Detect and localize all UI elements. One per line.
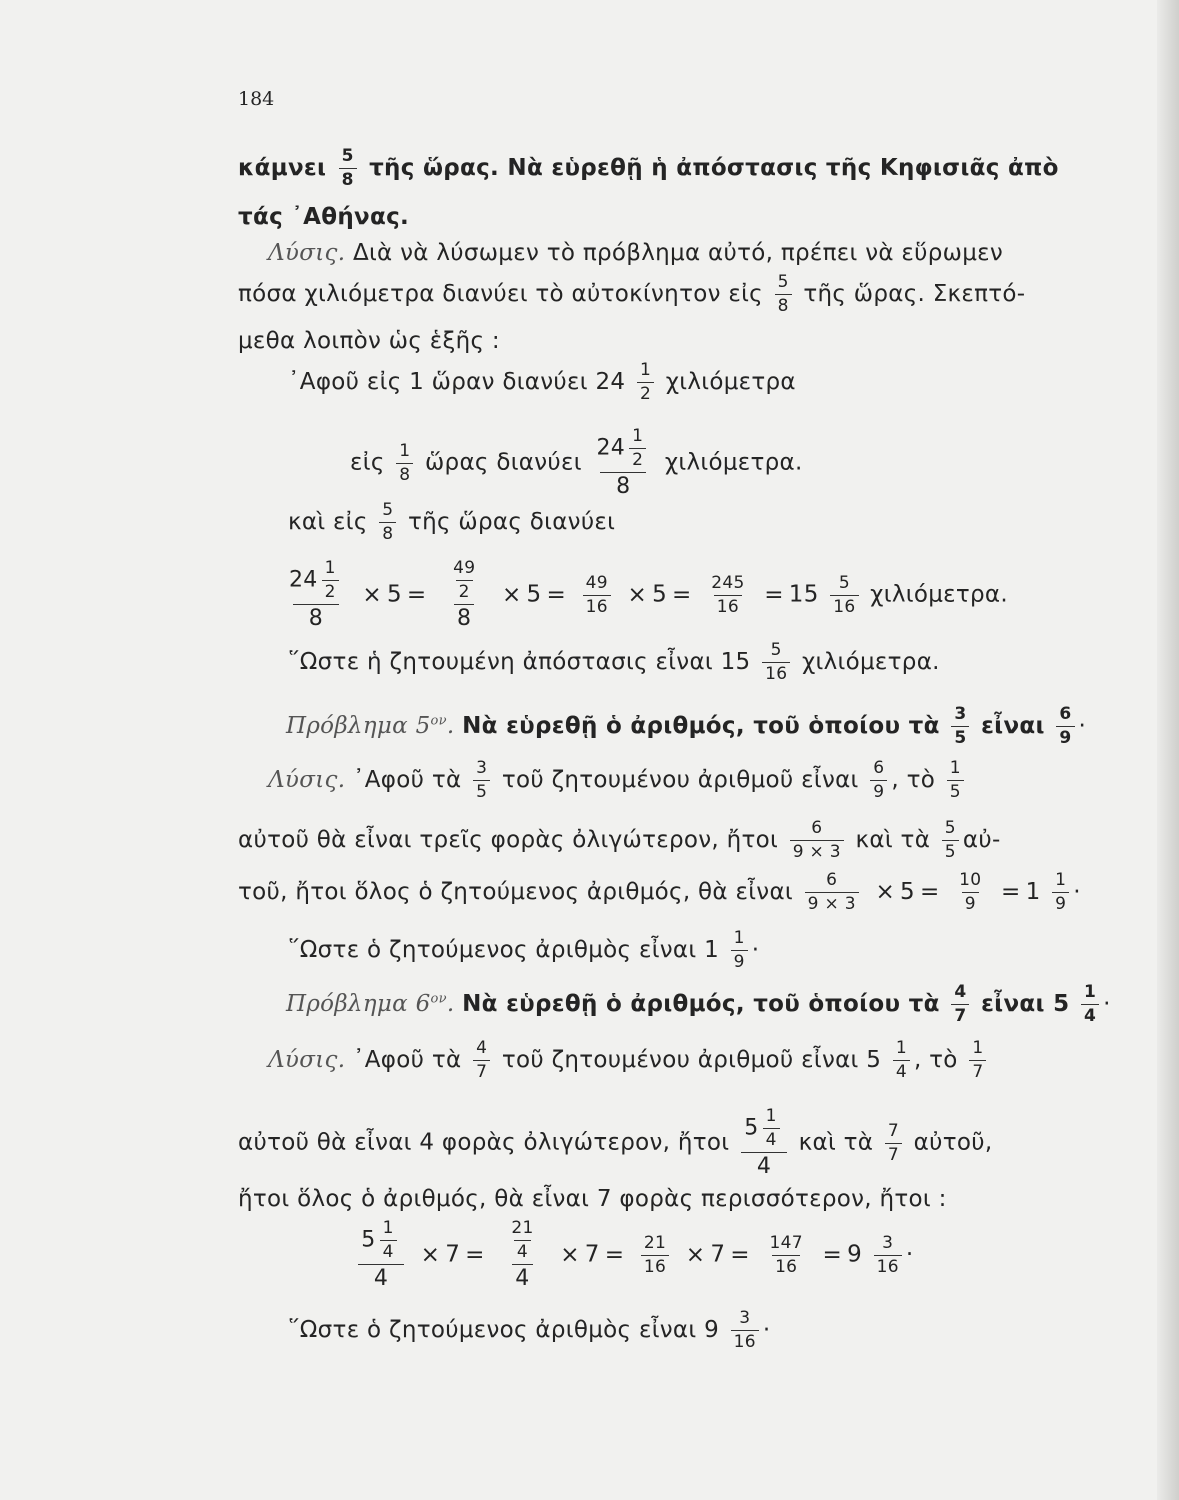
den: 9 × 3 [805,892,859,913]
num: 1 [765,1106,777,1126]
equals-sign: = [465,1241,485,1268]
fraction [629,428,646,469]
times-sign: × [420,1241,441,1268]
num: 5 [382,500,394,520]
times-sign: × [501,581,522,608]
den: 5 [942,840,959,861]
num-int: 24 [596,435,626,461]
den: 8 [339,168,357,189]
text: αὐ- [962,827,1001,853]
text: καὶ εἰς [288,509,368,535]
text: τοῦ ζητουμένου ἀριθμοῦ εἶναι 5 [501,1047,882,1073]
text: ᾿Αφοῦ εἰς 1 ὥραν διανύει 24 [288,369,626,395]
num: 6 [826,870,838,890]
problem-heading [286,984,1111,1025]
text: κάμνει [238,155,327,181]
num: 1 [632,426,644,446]
text: χιλιόμετρα. [870,581,1008,608]
problem-label: Πρόβλημα $6^{o\nu}$. [286,991,455,1017]
solution-label: Λύσις. [268,767,346,793]
dot: · [1073,879,1081,905]
den: 9 [1056,726,1074,747]
text: εἶναι [981,713,1045,739]
fraction [951,706,969,747]
equation-line [282,560,1008,630]
text: αὐτοῦ θὰ εἶναι τρεῖς φορὰς ὀλιγώτερον, ἤτοι [238,827,779,853]
number: 7 [710,1241,726,1268]
number: 1 [1025,879,1041,905]
den: 7 [951,1004,969,1025]
den: 7 [473,1060,490,1081]
fraction [379,502,396,543]
text: καὶ τὰ [798,1129,874,1156]
solution-line [268,1040,990,1081]
den: 16 [772,1255,800,1276]
solution-line [288,1310,771,1351]
num: 4 [476,1038,488,1058]
compound-fraction [443,560,485,630]
num-int: 24 [289,567,318,593]
solution-line: μεθα λοιπὸν ὡς ἑξῆς : [238,328,500,354]
den: 5 [947,780,964,801]
text: ᾿Αφοῦ τὰ [352,1047,462,1073]
den: 8 [379,522,396,543]
text: πόσα χιλιόμετρα διανύει τὸ αὐτοκίνητον εἰς [238,281,763,307]
solution-label: Λύσις. [268,240,346,266]
num: 3 [954,704,967,724]
solution-line [238,274,1025,315]
den: 9 [731,950,748,971]
fraction [583,572,611,617]
text: χιλιόμετρα [665,369,796,395]
fraction [508,1220,536,1261]
solution-line [238,1108,992,1178]
compound-fraction [358,1220,404,1290]
fraction [762,642,790,683]
num: 5 [777,272,789,292]
problem-statement-line: τάς ᾿Αθήνας. [238,204,410,230]
fraction [380,1220,397,1261]
den: 2 [322,580,339,601]
den: 9 [1052,892,1069,913]
label: Πρόβλημα 5 [286,713,431,739]
fraction [942,820,959,861]
equals-sign: = [672,581,692,608]
solution-line [238,872,1081,913]
solution-line [288,362,796,403]
problem-heading [286,706,1086,747]
fraction [763,1108,780,1149]
times-sign: × [627,581,648,608]
fraction [731,1310,759,1351]
num: 5 [770,640,782,660]
number: 7 [584,1241,600,1268]
den: 4 [1081,1004,1099,1025]
compound-fraction [741,1108,787,1178]
solution-line [268,240,1003,266]
text: Νὰ εὑρεθῇ ὁ ἀριθμός, τοῦ ὁποίου τὰ [462,991,940,1017]
den: 4 [893,1060,910,1081]
num: 49 [453,558,476,578]
equals-sign: = [730,1241,750,1268]
problem-statement-line [238,148,1059,189]
fraction [830,572,858,617]
text: ᾿Αφοῦ τὰ [352,767,462,793]
number: 5 [900,879,915,905]
text: ῞Ωστε ἡ ζητουμένη ἀπόστασις εἶναι 15 [288,649,751,675]
num: 1 [949,758,961,778]
text: Νὰ εὑρεθῇ ὁ ἀριθμός, τοῦ ὁποίου τὰ [462,713,940,739]
num [286,560,346,604]
fraction [1056,706,1074,747]
text: τοῦ, ἤτοι ὅλος ὁ ζητούμενος ἀριθμός, θὰ εἶναι [238,879,793,905]
fraction [947,760,964,801]
den: 16 [583,595,611,616]
den: 8 [600,472,646,498]
fraction [1081,984,1099,1025]
den: 5 [473,780,490,801]
den: 16 [731,1330,759,1351]
num: 1 [1084,982,1097,1002]
fraction [473,1040,490,1081]
num: 21 [511,1218,534,1238]
den: 2 [629,448,646,469]
text: ῞Ωστε ὁ ζητούμενος ἀριθμὸς εἶναι 1 [288,937,720,963]
num [358,1220,403,1264]
num: 5 [838,572,850,593]
num: 147 [769,1232,803,1253]
compound-fraction [286,560,346,630]
num-int: 5 [744,1115,759,1141]
den: 16 [830,595,858,616]
den: 9 [962,892,979,913]
equals-sign: = [919,879,940,905]
equals-sign: = [1001,879,1021,905]
num: 3 [882,1232,894,1253]
num: 1 [1055,870,1067,890]
text: εἶναι 5 [981,991,1070,1017]
den: 4 [380,1240,397,1261]
den: 9 × 3 [790,840,844,861]
text: , τὸ [913,1047,958,1073]
den: 2 [456,580,473,601]
equation-line [354,1220,913,1290]
superscript: ον [430,713,447,729]
text: αὐτοῦ θὰ εἶναι 4 φορὰς ὀλιγώτερον, ἤτοι [238,1129,730,1156]
equals-sign: = [822,1241,843,1268]
fraction [805,872,859,913]
text: καὶ τὰ [855,827,931,853]
equals-sign: = [604,1241,625,1268]
num-int: 5 [361,1227,376,1253]
den: 16 [641,1255,669,1276]
num [593,428,653,472]
compound-fraction [501,1220,543,1290]
equals-sign: = [406,581,427,608]
den: 4 [514,1240,531,1261]
num: 6 [1059,704,1072,724]
fraction [885,1120,902,1165]
num: 6 [873,758,885,778]
num: 1 [324,558,336,578]
fraction [450,560,478,601]
fraction [969,1040,986,1081]
den: 7 [969,1060,986,1081]
num: 5 [944,818,956,838]
fraction [874,1232,902,1277]
dot: · [1078,713,1087,739]
num: 21 [643,1232,667,1253]
fraction [870,760,887,801]
num: 6 [811,818,823,838]
page-binding-shadow [1157,0,1179,1500]
den: 16 [714,595,742,616]
solution-line [350,428,803,498]
label: Πρόβλημα 6 [286,991,431,1017]
dot: · [1103,991,1111,1017]
fraction [951,984,969,1025]
fraction [641,1232,669,1277]
number: 5 [526,581,542,608]
num: 10 [959,870,982,890]
num: 1 [639,360,652,380]
text: τῆς ὥρας. Σκεπτό- [803,281,1026,307]
equals-sign: = [546,581,567,608]
number: 15 [788,581,819,608]
fraction [731,930,748,971]
fraction [637,362,654,403]
text: τῆς ὥρας διανύει [408,509,616,535]
problem-label: Πρόβλημα $5^{o\nu}$. [286,713,455,739]
solution-line [288,502,615,543]
num [443,560,485,604]
num: 3 [739,1308,751,1328]
text: ὥρας διανύει [425,449,582,476]
solution-line [288,930,759,971]
text: χιλιόμετρα. [664,449,803,476]
den: 8 [775,294,792,315]
text: τοῦ ζητουμένου ἀριθμοῦ εἶναι [501,767,859,793]
equals-sign: = [764,581,784,608]
den: 4 [763,1128,780,1149]
den: 4 [741,1152,787,1178]
num: 245 [711,572,745,593]
solution-line [268,760,968,801]
den: 8 [454,604,474,630]
num: 7 [887,1120,899,1141]
text: εἰς [350,449,385,476]
compound-fraction [593,428,653,498]
den: 5 [951,726,969,747]
num: 5 [341,146,354,166]
text: Διὰ νὰ λύσωμεν τὸ πρόβλημα αὐτό, πρέπει νὰ εὕρωμεν [352,240,1004,266]
fraction [790,820,844,861]
den: 8 [396,463,413,484]
fraction [775,274,792,315]
num [501,1220,543,1264]
fraction [396,440,413,485]
dot: · [751,937,760,963]
solution-line [238,820,1001,861]
den: 2 [637,382,654,403]
fraction [893,1040,910,1081]
num: 3 [476,758,488,778]
den: 9 [870,780,887,801]
times-sign: × [685,1241,706,1268]
page-number: 184 [238,88,275,110]
number: 9 [847,1241,862,1268]
text: τῆς ὥρας. Νὰ εὑρεθῇ ἡ ἀπόστασις τῆς Κηφισιᾶς ἀπὸ [369,155,1059,181]
num: 1 [382,1218,394,1238]
num: 49 [585,572,608,593]
num: 1 [895,1038,907,1058]
number: 5 [652,581,668,608]
number: 7 [445,1241,461,1268]
den: 16 [874,1255,902,1276]
num: 4 [954,982,967,1002]
fraction [339,148,357,189]
fraction [322,560,339,601]
den: 8 [293,604,339,630]
times-sign: × [875,879,896,905]
num: 1 [972,1038,984,1058]
number: 5 [386,581,402,608]
text: αὐτοῦ, [913,1129,993,1156]
fraction [767,1232,806,1277]
text: , τὸ [891,767,936,793]
solution-line: ἤτοι ὅλος ὁ ἀριθμός, θὰ εἶναι 7 φορὰς περισσότερον, ἤτοι : [238,1186,947,1212]
num: 1 [399,440,411,461]
fraction [1052,872,1069,913]
text: χιλιόμετρα. [801,649,940,675]
times-sign: × [362,581,382,608]
den: 16 [762,662,790,683]
times-sign: × [560,1241,580,1268]
fraction [708,572,747,617]
num [741,1108,786,1152]
den: 7 [885,1143,902,1164]
den: 4 [512,1264,532,1290]
fraction [956,872,984,913]
dot: · [762,1317,771,1343]
text: ῞Ωστε ὁ ζητούμενος ἀριθμὸς εἶναι 9 [288,1317,720,1343]
dot: · [905,1241,914,1268]
num: 1 [733,928,745,948]
solution-line [288,642,940,683]
den: 4 [358,1264,404,1290]
fraction [473,760,490,801]
superscript: ον [430,991,447,1007]
solution-label: Λύσις. [268,1047,346,1073]
